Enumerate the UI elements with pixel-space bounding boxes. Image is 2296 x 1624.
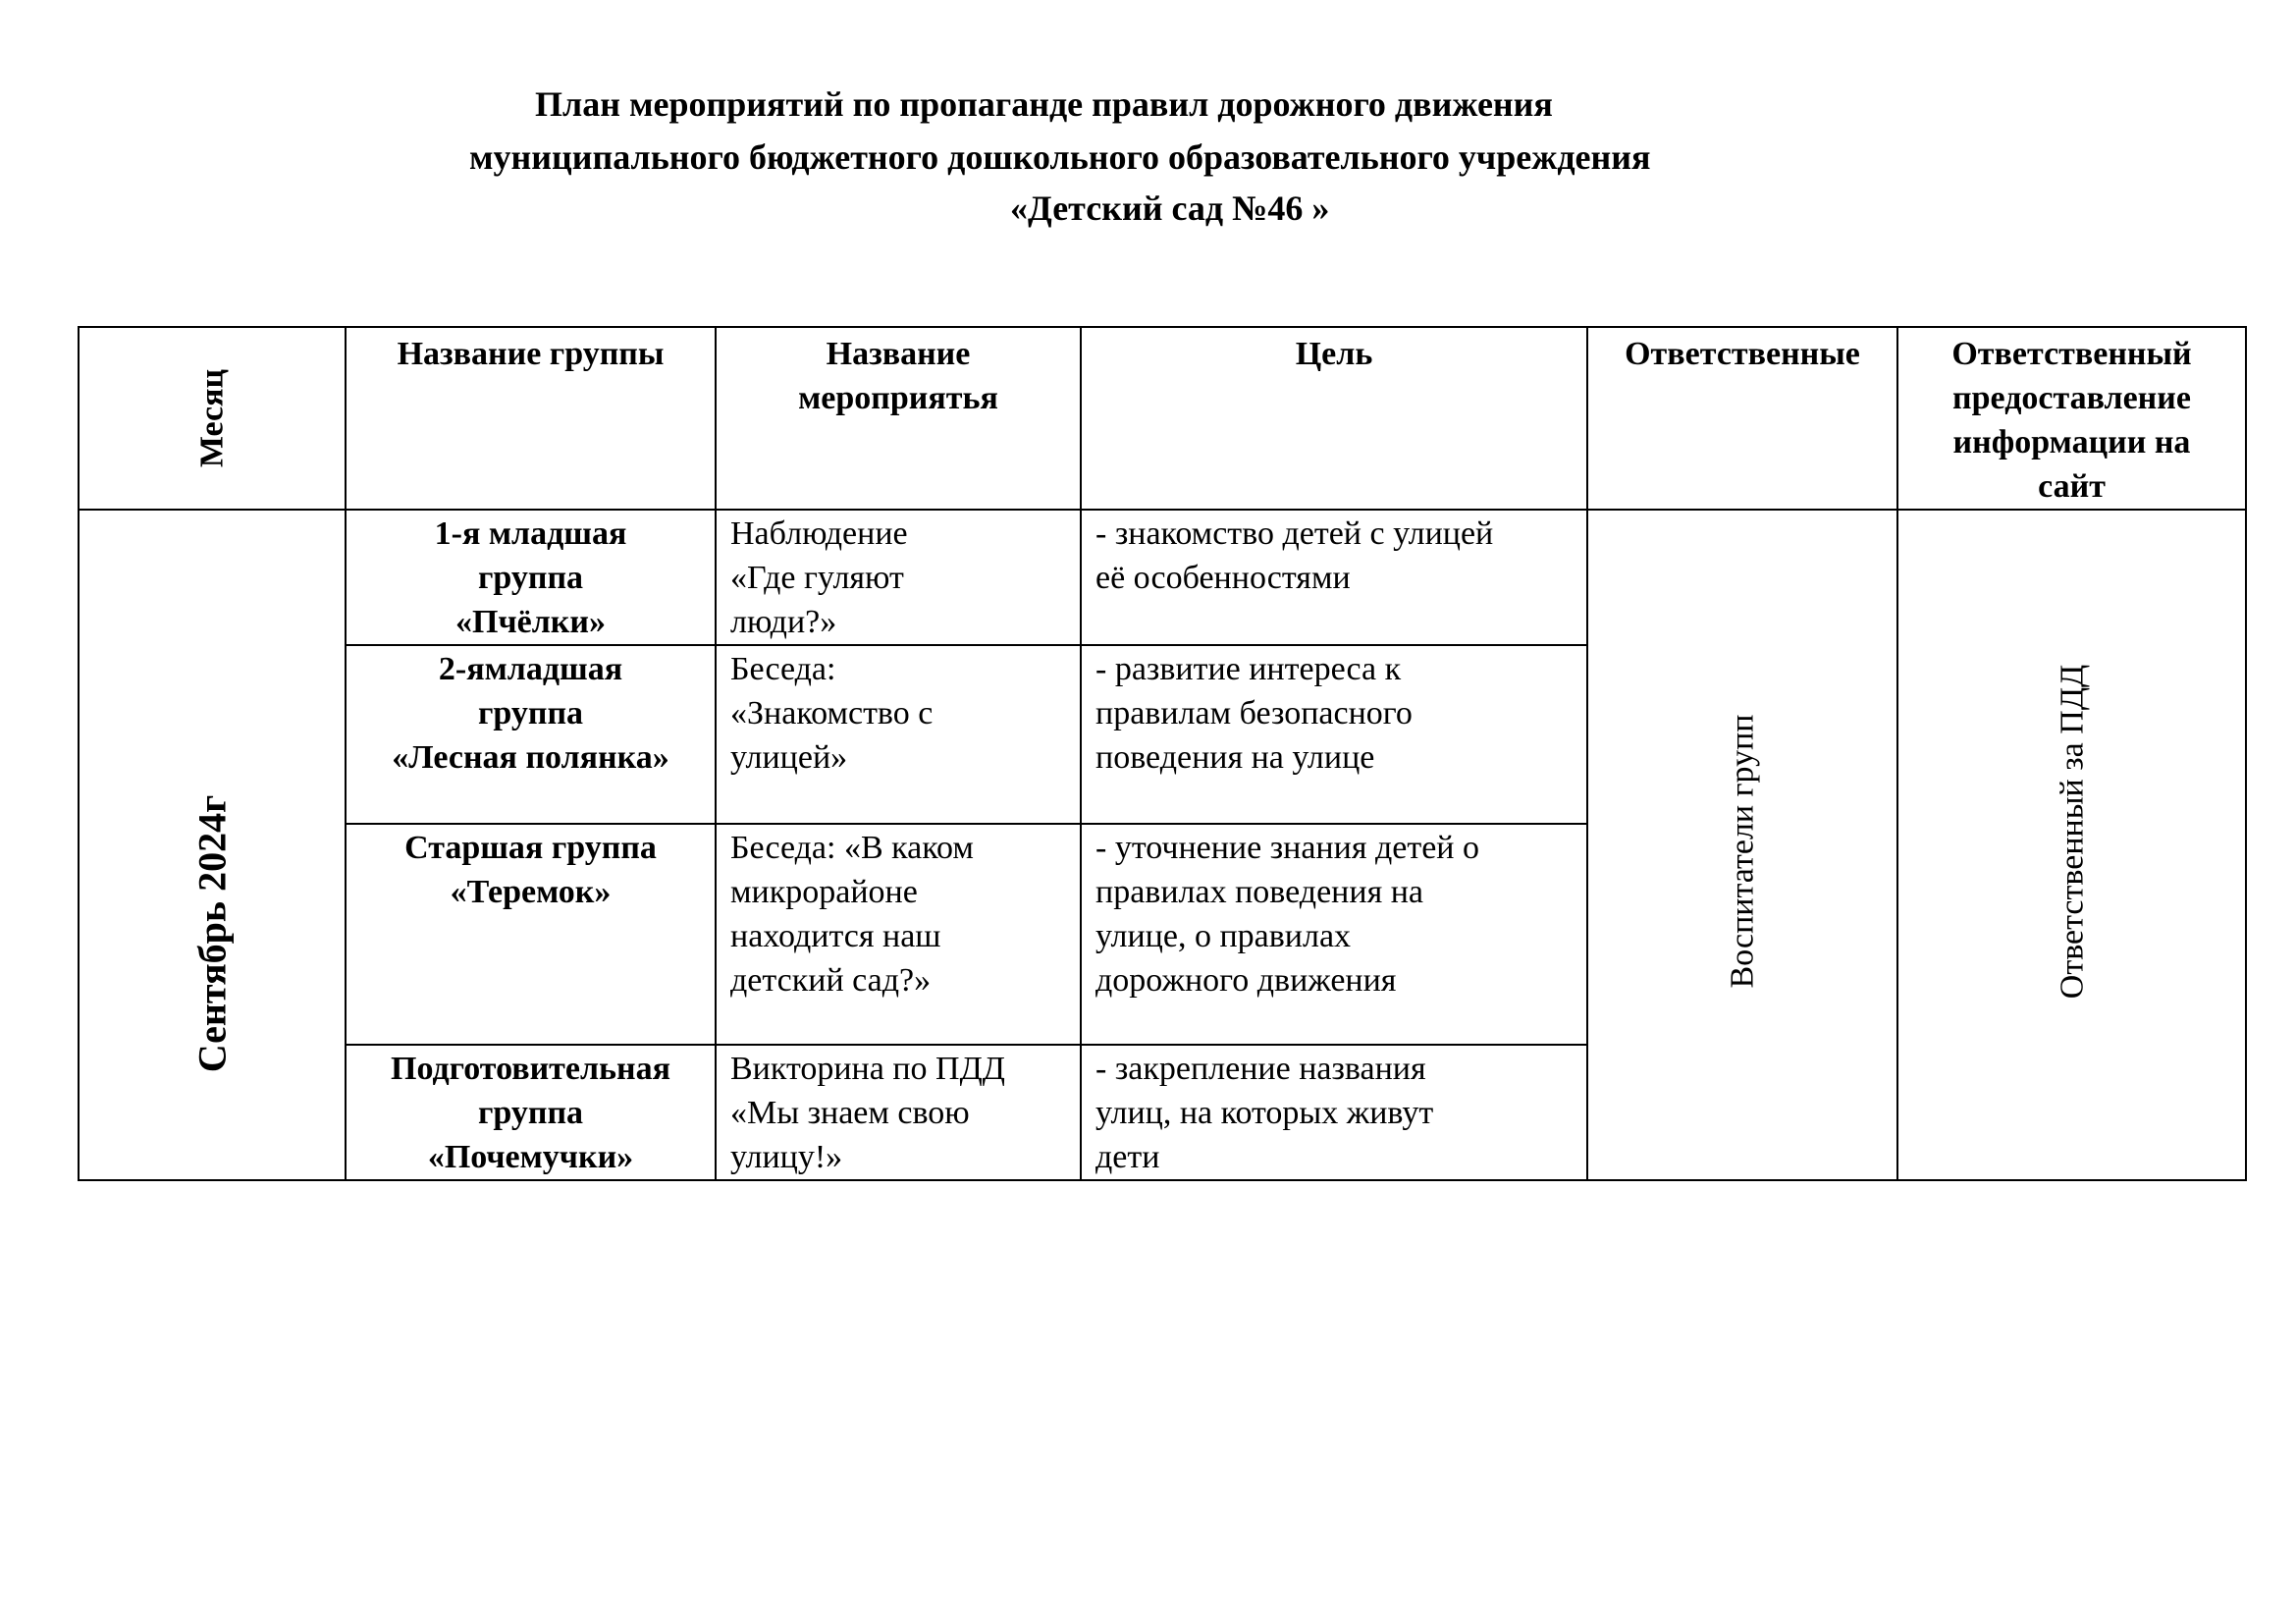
event-line: «Знакомство с: [730, 695, 934, 731]
event-name-cell: [716, 510, 1081, 645]
event-line: микрорайоне: [730, 874, 918, 910]
month-label: Сентябрь 2024г: [189, 794, 235, 1072]
header-month: [79, 327, 346, 510]
group-name-line: «Пчёлки»: [455, 604, 606, 640]
goal-line: - развитие интереса к: [1095, 651, 1402, 687]
table-header-row: [79, 327, 2246, 510]
site-responsible-label: Ответственный за ПДД: [2054, 664, 2090, 999]
responsible-cell: [1587, 510, 1897, 1180]
responsible-label: Воспитатели групп: [1724, 714, 1761, 988]
document-title-line-3: «Детский сад №46 »: [1010, 189, 1330, 228]
month-cell: [79, 510, 346, 1180]
goal-line: дети: [1095, 1139, 1160, 1175]
header-goal: Цель: [1081, 327, 1587, 510]
group-name-cell: [346, 645, 716, 824]
group-name-line: 1-я младшая: [434, 515, 627, 552]
group-name-line: «Лесная полянка»: [392, 739, 669, 776]
event-name-cell: [716, 645, 1081, 824]
table-row: [79, 510, 2246, 645]
group-name-line: Старшая группа: [404, 830, 657, 866]
goal-line: дорожного движения: [1095, 962, 1397, 999]
group-name-line: 2-ямладшая: [438, 651, 623, 687]
event-line: «Мы знаем свою: [730, 1095, 970, 1131]
header-month-label: Месяц: [193, 368, 231, 468]
goal-line: - закрепление названия: [1095, 1051, 1426, 1087]
group-name-cell: [346, 510, 716, 645]
group-name-cell: [346, 1045, 716, 1180]
goal-line: улиц, на которых живут: [1095, 1095, 1434, 1131]
event-line: детский сад?»: [730, 962, 932, 999]
group-name-line: «Теремок»: [450, 874, 612, 910]
header-responsible: Ответственные: [1587, 327, 1897, 510]
event-line: Беседа: «В каком: [730, 830, 974, 866]
header-site-responsible: Ответственный предоставление информации на сайт: [1897, 327, 2246, 510]
group-name-line: «Почемучки»: [427, 1139, 634, 1175]
event-line: Викторина по ПДД: [730, 1051, 1005, 1087]
event-name-cell: [716, 824, 1081, 1045]
event-line: люди?»: [730, 604, 837, 640]
event-line: Наблюдение: [730, 515, 908, 552]
goal-line: улице, о правилах: [1095, 918, 1352, 954]
site-responsible-cell: [1897, 510, 2246, 1180]
header-event-name: Название мероприятья: [716, 327, 1081, 510]
goal-cell: [1081, 1045, 1587, 1180]
group-name-line: Подготовительная: [391, 1051, 670, 1087]
group-name-line: группа: [477, 1095, 584, 1131]
document-title-line-2: муниципального бюджетного дошкольного образовательного учреждения: [469, 137, 1651, 177]
event-line: находится наш: [730, 918, 941, 954]
goal-line: поведения на улице: [1095, 739, 1375, 776]
header-group-name: Название группы: [346, 327, 716, 510]
document-title-line-1: План мероприятий по пропаганде правил дорожного движения: [535, 84, 1553, 124]
event-name-cell: [716, 1045, 1081, 1180]
goal-line: правилах поведения на: [1095, 874, 1423, 910]
goal-line: правилам безопасного: [1095, 695, 1413, 731]
group-name-cell: [346, 824, 716, 1045]
goal-line: её особенностями: [1095, 560, 1351, 596]
goal-line: - знакомство детей с улицей: [1095, 515, 1494, 552]
goal-cell: [1081, 510, 1587, 645]
goal-cell: [1081, 645, 1587, 824]
event-line: «Где гуляют: [730, 560, 904, 596]
group-name-line: группа: [477, 560, 584, 596]
events-plan-table: [78, 326, 2247, 1181]
event-line: Беседа:: [730, 651, 836, 687]
goal-cell: [1081, 824, 1587, 1045]
group-name-line: группа: [477, 695, 584, 731]
goal-line: - уточнение знания детей о: [1095, 830, 1479, 866]
event-line: улицу!»: [730, 1139, 843, 1175]
event-line: улицей»: [730, 739, 848, 776]
